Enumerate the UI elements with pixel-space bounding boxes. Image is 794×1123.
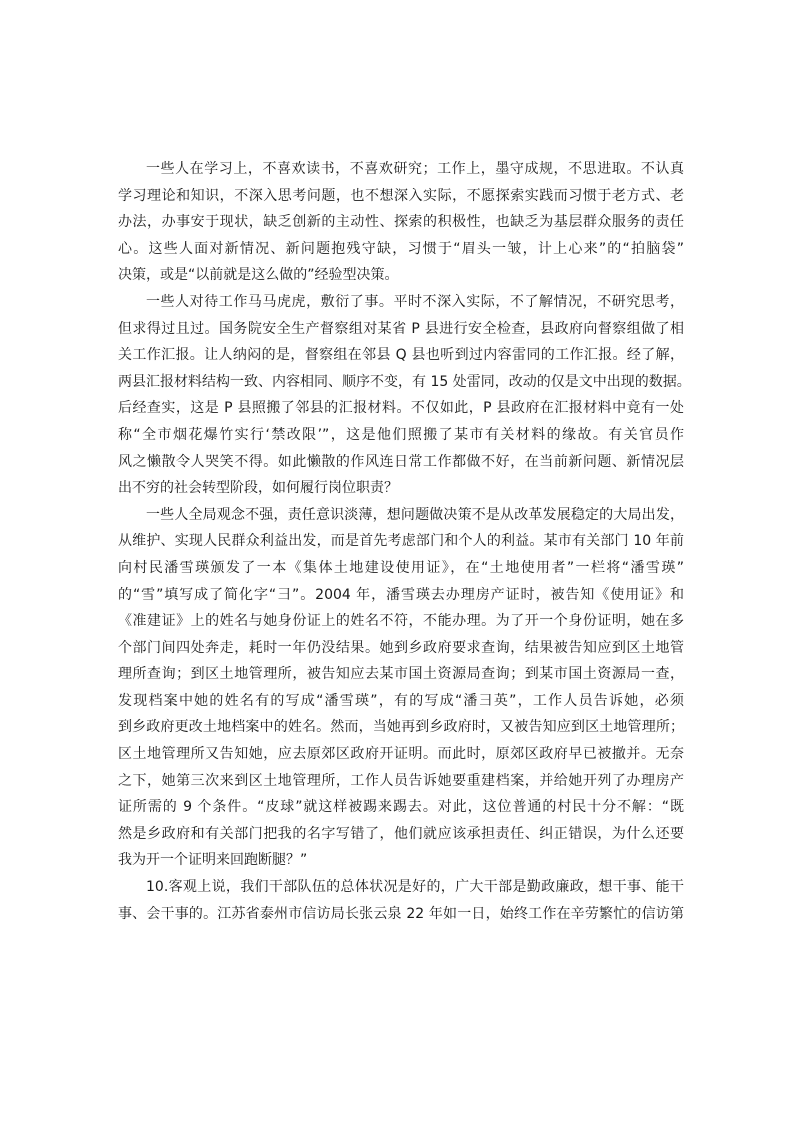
text-line: 区土地管理所又告知她，应去原郊区政府开证明。而此时，原郊区政府早已被撤并。无奈 (118, 746, 684, 763)
text-line: 但求得过且过。国务院安全生产督察组对某省 P 县进行安全检查，县政府向督察组做了相 (118, 320, 684, 337)
paragraph-perfunctory-work (118, 289, 691, 502)
text-line: 证所需的 9 个条件。“皮球”就这样被踢来踢去。对此，这位普通的村民十分不解：“既 (118, 799, 684, 816)
text-line: 决策，或是“以前就是这么做的”经验型决策。 (118, 267, 399, 284)
paragraph-item-10 (118, 874, 684, 927)
text-line: 关工作汇报。让人纳闷的是，督察组在邻县 Q 县也听到过内容雷同的工作汇报。经了解， (118, 347, 684, 364)
text-line: 出不穷的社会转型阶段，如何履行岗位职责？ (118, 480, 398, 497)
text-line: 的“雪”填写成了简化字“彐”。2004 年，潘雪瑛去办理房产证时，被告知《使用证》和 (118, 586, 684, 603)
text-line: 从维护、实现人民群众利益出发，而是首先考虑部门和个人的利益。某市有关部门 10 年前 (118, 533, 684, 550)
text-line: 一些人对待工作马马虎虎，敷衍了事。平时不深入实际，不了解情况，不研究思考， (146, 293, 684, 310)
text-line: 《准建证》上的姓名与她身份证上的姓名不符，不能办理。为了开一个身份证明，她在多 (118, 613, 684, 630)
text-line: 称“全市烟花爆竹实行‘禁改限’”，这是他们照搬了某市有关材料的缘故。有关官员作 (118, 426, 684, 443)
text-line: 我为开一个证明来回跑断腿？” (118, 852, 308, 869)
text-line: 发现档案中她的姓名有的写成“潘雪瑛”，有的写成“潘彐英”，工作人员告诉她，必须 (118, 692, 684, 709)
text-line: 10.客观上说，我们干部队伍的总体状况是好的，广大干部是勤政廉政，想干事、能干 (146, 879, 684, 896)
paragraph-responsibility (118, 502, 684, 874)
text-line: 心。这些人面对新情况、新问题抱残守缺，习惯于“眉头一皱，计上心来”的“拍脑袋” (118, 240, 684, 257)
text-line: 到乡政府更改土地档案中的姓名。然而，当她再到乡政府时，又被告知应到区土地管理所； (118, 719, 684, 736)
text-line: 理所查询；到区土地管理所，被告知应去某市国土资源局查询；到某市国土资源局一查， (118, 666, 684, 683)
text-line: 一些人全局观念不强，责任意识淡薄，想问题做决策不是从改革发展稳定的大局出发， (146, 506, 684, 523)
paragraph-study-attitude (118, 156, 684, 289)
text-line: 办法，办事安于现状，缺乏创新的主动性、探索的积极性，也缺乏为基层群众服务的责任 (118, 214, 684, 231)
text-line: 向村民潘雪瑛颁发了一本《集体土地建设使用证》，在“土地使用者”一栏将“潘雪瑛” (118, 559, 684, 576)
text-line: 一些人在学习上，不喜欢读书，不喜欢研究；工作上，墨守成规，不思进取。不认真 (146, 161, 684, 177)
text-line: 两县汇报材料结构一致、内容相同、顺序不变，有 15 处雷同，改动的仅是文中出现的数据。 (118, 373, 691, 390)
text-line: 后经查实，这是 P 县照搬了邻县的汇报材料。不仅如此，P 县政府在汇报材料中竟有一处 (118, 400, 684, 417)
text-line: 事、会干事的。江苏省泰州市信访局长张云泉 22 年如一日，始终工作在辛劳繁忙的信访第 (118, 905, 684, 922)
document-body (118, 156, 691, 927)
text-line: 之下，她第三次来到区土地管理所，工作人员告诉她要重建档案，并给她开列了办理房产 (118, 772, 684, 789)
text-line: 风之懒散令人哭笑不得。如此懒散的作风连日常工作都做不好，在当前新问题、新情况层 (118, 453, 684, 470)
text-line: 个部门间四处奔走，耗时一年仍没结果。她到乡政府要求查询，结果被告知应到区土地管 (118, 639, 684, 656)
text-line: 然是乡政府和有关部门把我的名字写错了，他们就应该承担责任、纠正错误，为什么还要 (118, 825, 684, 842)
text-line: 学习理论和知识，不深入思考问题，也不想深入实际，不愿探索实践而习惯于老方式、老 (118, 187, 684, 204)
